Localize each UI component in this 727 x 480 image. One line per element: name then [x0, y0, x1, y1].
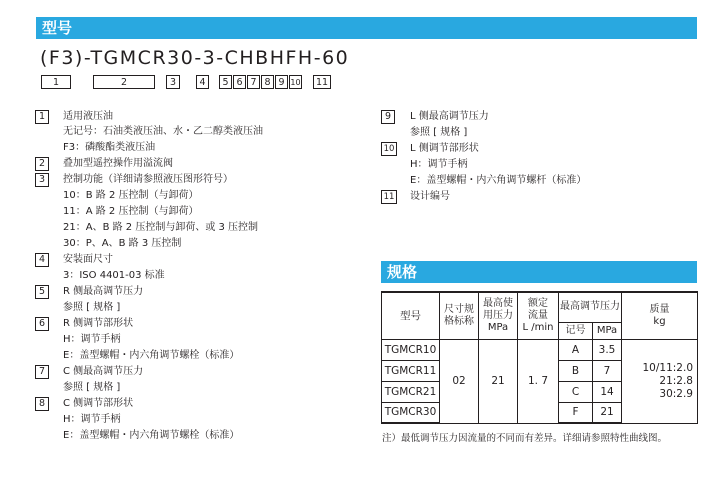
item-1-line-2: 无记号：石油类液压油、水・乙二醇类液压油 [63, 126, 263, 137]
header-mpa: MPa [593, 322, 622, 339]
item-1-line-1: 适用液压油 [63, 111, 113, 122]
item-4-line-1: 安装面尺寸 [63, 254, 113, 265]
item-9-line-1: L 侧最高调节压力 [410, 111, 489, 122]
item-10-line-2: H：调节手柄 [410, 159, 468, 170]
item-1-line-3: F3：磷酸酯类液压油 [63, 142, 156, 153]
item-num-3: 3 [35, 173, 49, 187]
item-5-line-1: R 侧最高调节压力 [63, 286, 144, 297]
adj-mpa-2: 7 [593, 360, 622, 381]
item-6-line-1: R 侧调节部形状 [63, 318, 134, 329]
header-size-line-2: 格标称 [444, 315, 474, 327]
item-3-line-3: 11：A 路 2 压控制（与卸荷） [63, 206, 199, 217]
spec-section-title: 规格 [387, 263, 418, 281]
flow-value: 1. 7 [518, 339, 559, 423]
size-value: 02 [440, 339, 479, 423]
code-box-1: 1 [41, 75, 71, 89]
header-model: 型号 [382, 292, 440, 339]
code-box-8: 8 [261, 75, 274, 89]
item-num-7: 7 [35, 365, 49, 379]
adj-code-2: B [559, 360, 593, 381]
item-11-line-1: 设计编号 [410, 191, 450, 202]
spec-note: 注）最低调节压力因流量的不同而有差异。详细请参照特性曲线图。 [382, 433, 668, 444]
header-pressure-line-1: 最高使 [483, 297, 513, 309]
item-8-line-3: E：盖型螺帽・内六角调节螺栓（标准） [63, 430, 240, 441]
mass-line-2: 21:2.8 [659, 374, 693, 387]
item-num-6: 6 [35, 317, 49, 331]
code-box-9: 9 [275, 75, 288, 89]
model-cell-4: TGMCR30 [382, 402, 440, 423]
item-num-2: 2 [35, 157, 49, 171]
code-box-5: 5 [219, 75, 232, 89]
spec-table [381, 291, 698, 424]
model-code: (F3)-TGMCR30-3-CHBHFH-60 [40, 47, 350, 69]
adj-mpa-3: 14 [593, 381, 622, 402]
header-size-line-1: 尺寸规 [444, 303, 474, 315]
adj-mpa-1: 3.5 [593, 339, 622, 360]
header-flow [518, 292, 559, 339]
item-3-line-5: 30：P、A、B 路 3 压控制 [63, 238, 182, 249]
item-10-line-1: L 侧调节部形状 [410, 143, 479, 154]
header-pressure [479, 292, 518, 339]
item-num-1: 1 [35, 110, 49, 124]
code-box-7: 7 [247, 75, 260, 89]
item-4-line-2: 3：ISO 4401-03 标准 [63, 270, 165, 281]
adj-code-4: F [559, 402, 593, 423]
code-box-11: 11 [313, 75, 331, 89]
header-mass [622, 292, 698, 339]
header-flow-line-2: 流量 [528, 309, 548, 321]
item-num-4: 4 [35, 253, 49, 267]
adj-code-1: A [559, 339, 593, 360]
model-cell-3: TGMCR21 [382, 381, 440, 402]
header-pressure-line-3: MPa [487, 321, 509, 333]
code-box-3: 3 [166, 75, 180, 89]
item-6-line-2: H：调节手柄 [63, 334, 121, 345]
item-7-line-1: C 侧最高调节压力 [63, 366, 144, 377]
code-box-10: 10 [289, 75, 302, 89]
item-8-line-2: H：调节手柄 [63, 414, 121, 425]
item-num-11: 11 [381, 190, 397, 204]
model-cell-2: TGMCR11 [382, 360, 440, 381]
header-mass-line-1: 质量 [649, 303, 670, 315]
header-code: 记号 [559, 322, 593, 339]
code-box-2: 2 [93, 75, 155, 89]
item-8-line-1: C 侧调节部形状 [63, 398, 134, 409]
header-mass-line-2: kg [653, 315, 666, 327]
header-flow-line-1: 额定 [528, 297, 548, 309]
header-size [440, 292, 479, 339]
model-section-title: 型号 [42, 19, 73, 37]
code-box-6: 6 [233, 75, 246, 89]
item-10-line-3: E：盖型螺帽・内六角调节螺杆（标准） [410, 175, 587, 186]
item-3-line-2: 10：B 路 2 压控制（与卸荷） [63, 190, 199, 201]
model-cell-1: TGMCR10 [382, 339, 440, 360]
pressure-value: 21 [479, 339, 518, 423]
spec-section-header [381, 261, 697, 283]
adj-code-3: C [559, 381, 593, 402]
item-5-line-2: 参照 [ 规格 ] [63, 302, 121, 313]
item-num-10: 10 [381, 142, 397, 156]
item-num-8: 8 [35, 397, 49, 411]
item-num-9: 9 [381, 110, 395, 124]
mass-line-1: 10/11:2.0 [642, 361, 693, 374]
code-box-4: 4 [196, 75, 209, 89]
header-flow-line-3: L /min [522, 321, 554, 333]
model-section-header [36, 17, 697, 39]
header-pressure-line-2: 用压力 [483, 309, 513, 321]
header-max-adj: 最高调节压力 [559, 292, 622, 322]
item-6-line-3: E：盖型螺帽・内六角调节螺栓（标准） [63, 350, 240, 361]
item-3-line-4: 21：A、B 路 2 压控制与卸荷、或 3 压控制 [63, 222, 259, 233]
mass-line-3: 30:2.9 [659, 387, 693, 400]
item-7-line-2: 参照 [ 规格 ] [63, 382, 121, 393]
mass-value [622, 339, 698, 423]
item-num-5: 5 [35, 285, 49, 299]
item-3-line-1: 控制功能（详细请参照液压图形符号） [63, 174, 233, 185]
adj-mpa-4: 21 [593, 402, 622, 423]
item-2-line-1: 叠加型遥控操作用溢流阀 [63, 158, 173, 169]
item-9-line-2: 参照 [ 规格 ] [410, 127, 468, 138]
